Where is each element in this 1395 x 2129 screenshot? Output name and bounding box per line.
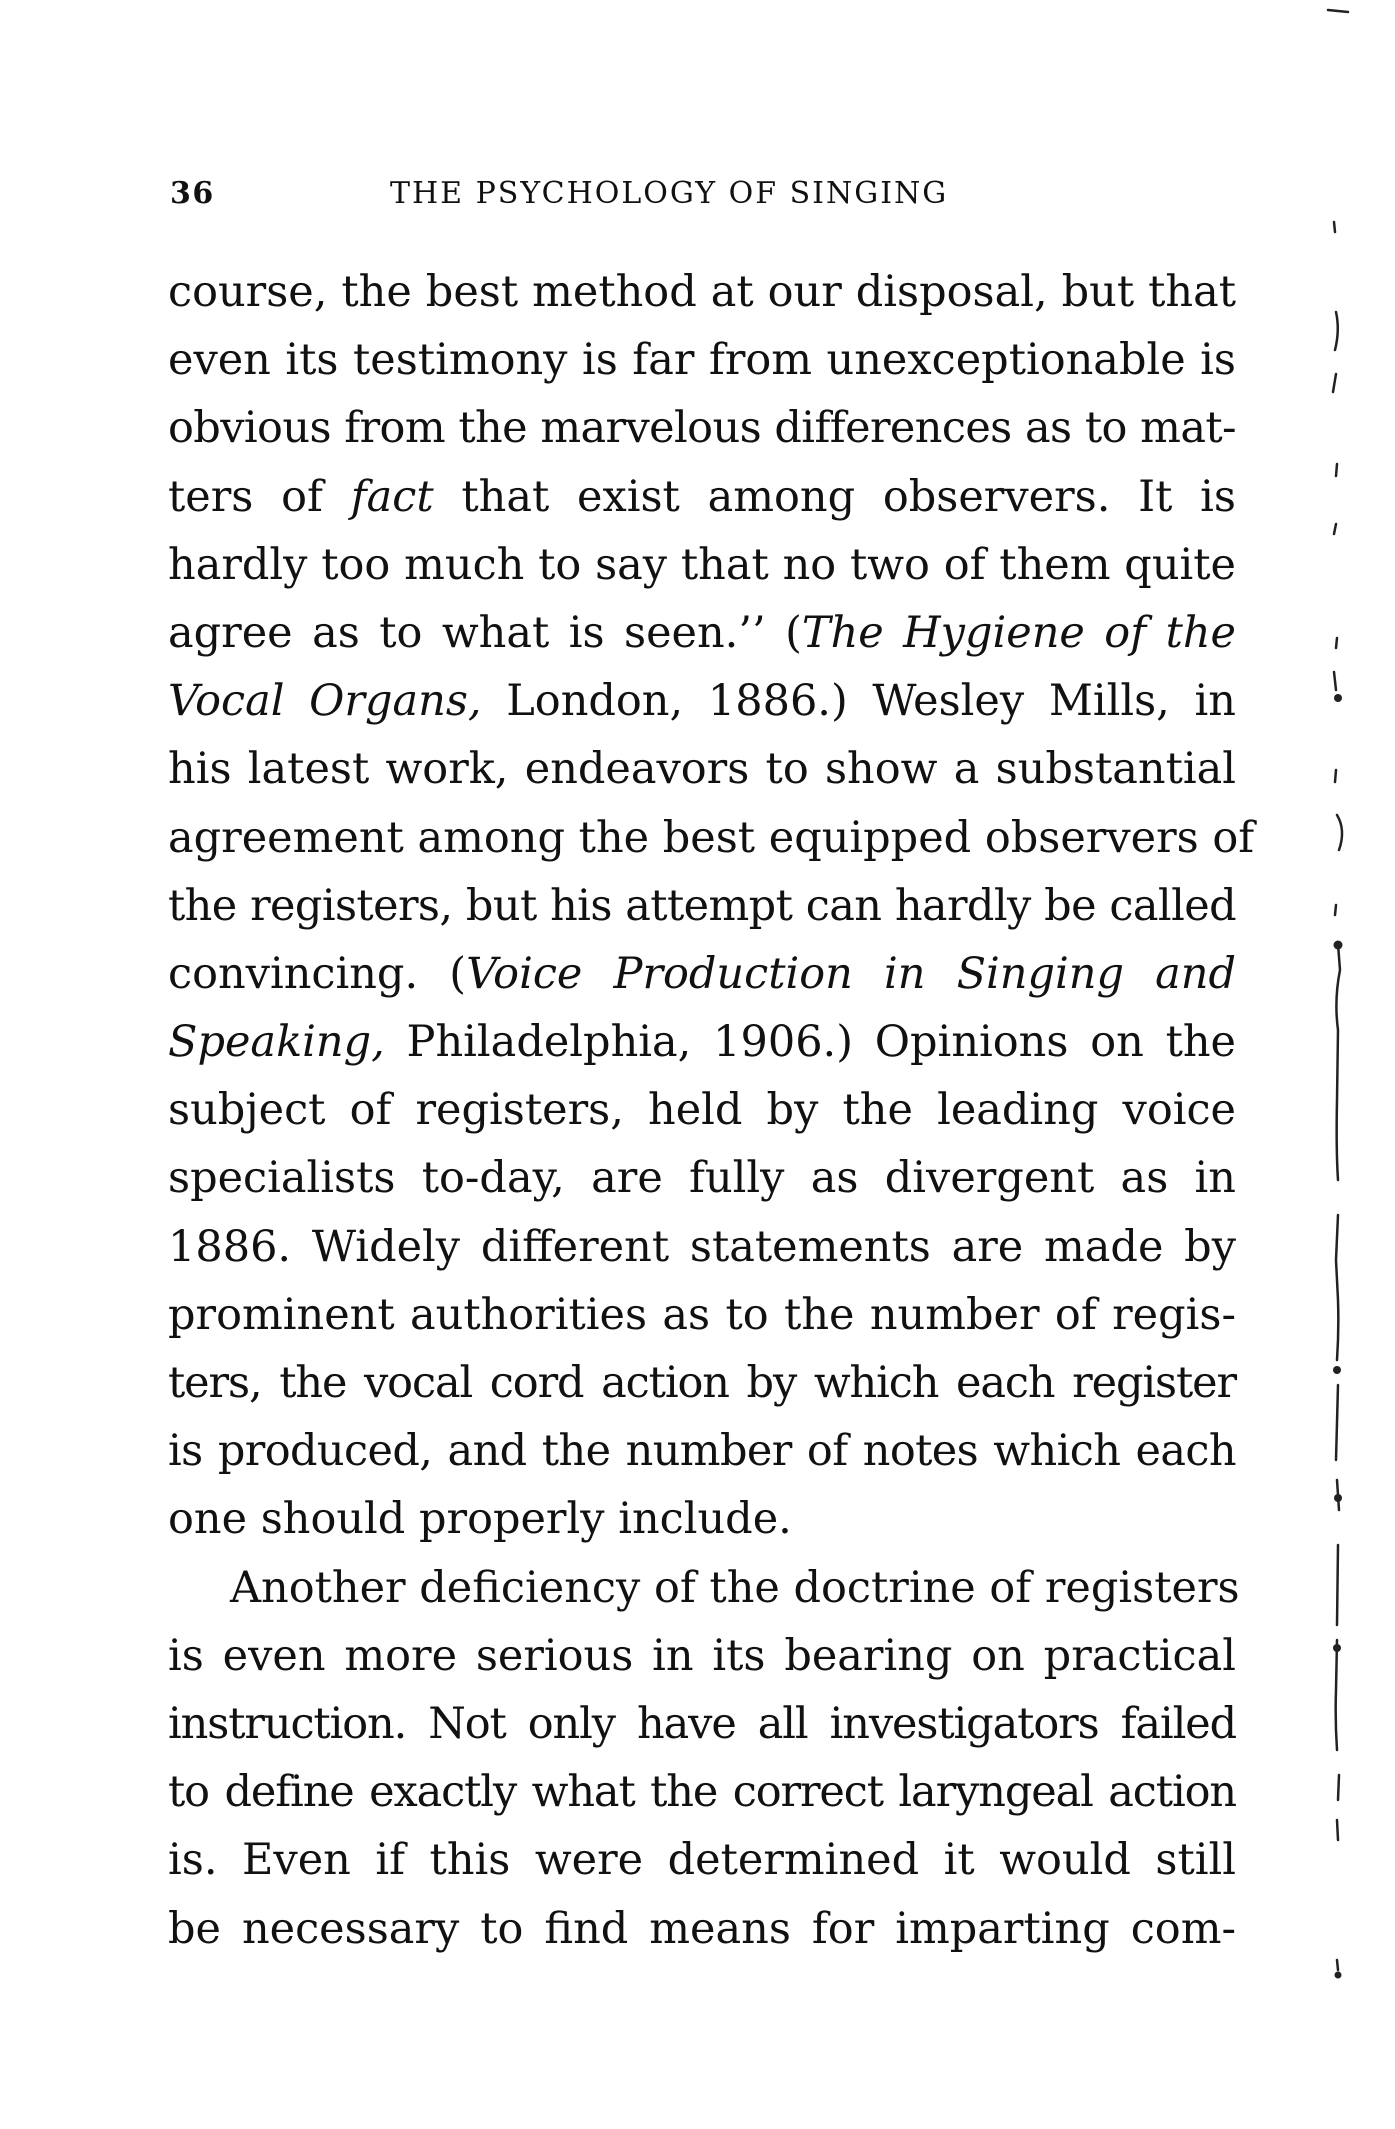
text-segment: convincing. ( bbox=[168, 948, 467, 999]
text-segment: ters of bbox=[168, 471, 351, 522]
book-citation-title: Voice Production in Singing and bbox=[466, 948, 1236, 999]
text-line: his latest work, endeavors to show a substantial bbox=[168, 744, 1236, 795]
text-line: subject of registers, held by the leading voice bbox=[168, 1085, 1236, 1136]
text-line: specialists to-day, are fully as divergent as in bbox=[168, 1153, 1236, 1204]
book-citation-title: Speaking, bbox=[168, 1017, 385, 1068]
body-text bbox=[168, 258, 1255, 1963]
text-segment: agree as to what is seen.’’ ( bbox=[168, 607, 802, 658]
text-line: 1886. Widely different statements are made by bbox=[168, 1221, 1236, 1272]
text-line bbox=[168, 463, 1236, 531]
book-title: THE PSYCHOLOGY OF SINGING bbox=[390, 176, 949, 211]
text-line: is even more serious in its bearing on practical bbox=[168, 1630, 1236, 1681]
page-number: 36 bbox=[170, 176, 215, 211]
text-segment: London, 1886.) Wesley Mills, in bbox=[481, 676, 1236, 727]
text-line: is produced, and the number of notes which each bbox=[168, 1426, 1236, 1477]
text-line: hardly too much to say that no two of them quite bbox=[168, 539, 1236, 590]
text-line: to define exactly what the correct laryngeal action bbox=[168, 1767, 1236, 1818]
text-line: obvious from the marvelous differences as to mat- bbox=[168, 403, 1236, 454]
text-line bbox=[168, 1008, 1236, 1076]
text-line: even its testimony is far from unexceptionable is bbox=[168, 335, 1236, 386]
text-line: one should properly include. bbox=[168, 1494, 792, 1545]
text-line bbox=[168, 667, 1236, 735]
text-line: course, the best method at our disposal, but that bbox=[168, 267, 1236, 317]
text-line: instruction. Not only have all investigators failed bbox=[168, 1698, 1236, 1749]
running-head bbox=[170, 176, 1240, 220]
text-line: is. Even if this were determined it would still bbox=[168, 1835, 1236, 1886]
text-line: Another deficiency of the doctrine of registers bbox=[230, 1562, 1240, 1613]
text-line: be necessary to find means for imparting com- bbox=[168, 1903, 1236, 1954]
text-segment: that exist among observers. It is bbox=[433, 471, 1236, 522]
text-line: ters, the vocal cord action by which each register bbox=[168, 1358, 1236, 1408]
scan-margin-marks bbox=[1322, 0, 1362, 2129]
text-segment: Philadelphia, 1906.) Opinions on the bbox=[384, 1017, 1236, 1068]
text-line: prominent authorities as to the number of regis- bbox=[168, 1289, 1236, 1340]
text-line: agreement among the best equipped observers of bbox=[168, 812, 1255, 863]
text-line bbox=[168, 940, 1236, 1008]
text-line: the registers, but his attempt can hardly be called bbox=[168, 880, 1236, 931]
text-line bbox=[168, 599, 1236, 667]
book-citation-title: The Hygiene of the bbox=[801, 607, 1236, 658]
book-citation-title: Vocal Organs, bbox=[168, 676, 482, 727]
italic-term: fact bbox=[350, 471, 434, 522]
